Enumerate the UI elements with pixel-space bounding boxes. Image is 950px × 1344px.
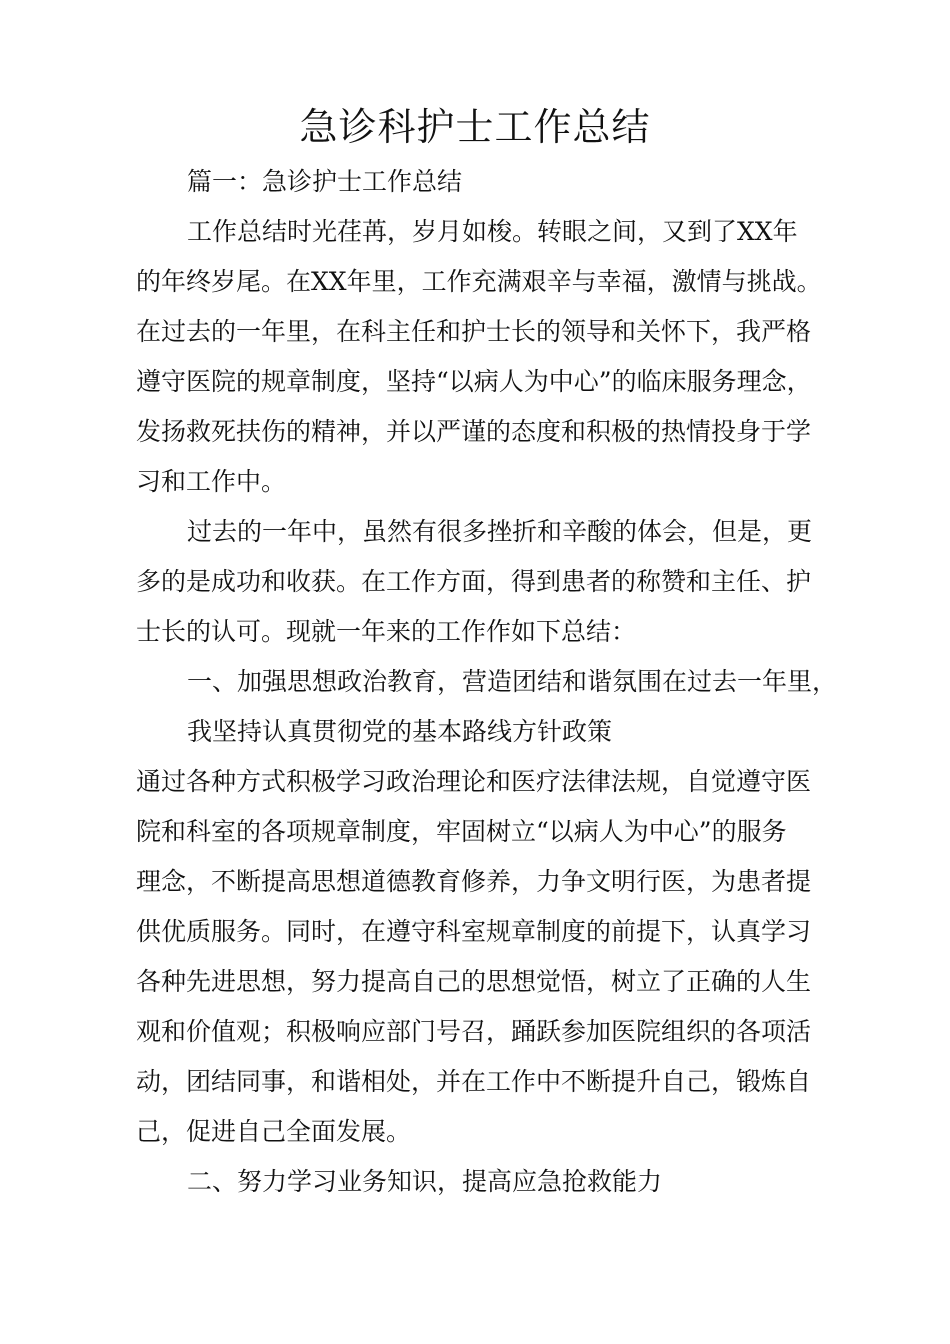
paragraph-line: 通过各种方式积极学习政治理论和医疗法律法规，自觉遵守医 [136, 767, 812, 796]
paragraph-line: 发扬救死扶伤的精神，并以严谨的态度和积极的热情投身于学 [136, 417, 812, 446]
paragraph-line: 各种先进思想，努力提高自己的思想觉悟，树立了正确的人生 [136, 967, 812, 996]
paragraph-line: 工作总结时光荏苒，岁月如梭。转眼之间，又到了XX年 [187, 217, 798, 246]
section-heading-2: 一、加强思想政治教育，营造团结和谐氛围在过去一年里， [187, 667, 838, 696]
document-title: 急诊科护士工作总结 [299, 105, 651, 149]
paragraph-line: 士长的认可。现就一年来的工作作如下总结： [136, 617, 637, 646]
paragraph-line: 过去的一年中，虽然有很多挫折和辛酸的体会，但是，更 [187, 517, 813, 546]
paragraph-line: 动，团结同事，和谐相处，并在工作中不断提升自己，锻炼自 [136, 1067, 812, 1096]
paragraph-line: 遵守医院的规章制度，坚持“以病人为中心”的临床服务理念， [136, 367, 812, 396]
paragraph-line: 习和工作中。 [136, 467, 287, 496]
paragraph-line: 供优质服务。同时，在遵守科室规章制度的前提下，认真学习 [136, 917, 812, 946]
paragraph-line: 多的是成功和收获。在工作方面，得到患者的称赞和主任、护 [136, 567, 812, 596]
paragraph-line: 院和科室的各项规章制度，牢固树立“以病人为中心”的服务 [136, 817, 787, 846]
paragraph-line: 在过去的一年里，在科主任和护士长的领导和关怀下，我严格 [136, 317, 812, 346]
paragraph-line: 的年终岁尾。在XX年里，工作充满艰辛与幸福，激情与挑战。 [136, 267, 822, 296]
section-heading-3: 二、努力学习业务知识，提高应急抢救能力 [187, 1167, 663, 1196]
section-heading-1: 篇一：急诊护士工作总结 [187, 167, 463, 196]
paragraph-line: 观和价值观；积极响应部门号召，踊跃参加医院组织的各项活 [136, 1017, 812, 1046]
paragraph-line: 理念，不断提高思想道德教育修养，力争文明行医，为患者提 [136, 867, 812, 896]
paragraph-line: 己，促进自己全面发展。 [136, 1117, 412, 1146]
paragraph-line: 我坚持认真贯彻党的基本路线方针政策 [187, 717, 613, 746]
